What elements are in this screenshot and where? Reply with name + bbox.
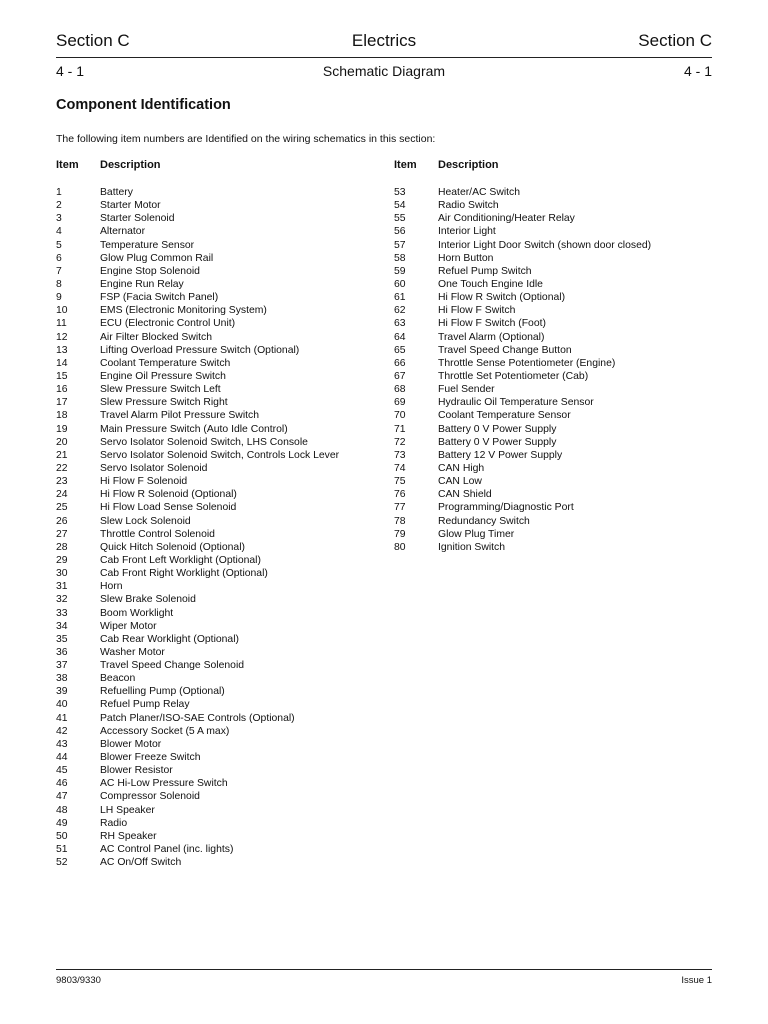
item-number: 27 [56,528,68,540]
list-item [56,252,386,265]
section-label-left: Section C [56,31,130,50]
list-item [394,317,712,330]
item-description: Engine Oil Pressure Switch [100,370,226,382]
item-description: Heater/AC Switch [438,187,520,198]
item-number: 16 [56,384,68,396]
item-number: 11 [56,318,67,330]
list-item [394,449,712,462]
list-item [56,357,386,370]
item-description: Horn [100,581,123,593]
item-number: 61 [394,292,406,304]
list-item [394,528,712,541]
item-description: Alternator [100,226,146,238]
item-number: 10 [56,305,68,317]
item-description: Hydraulic Oil Temperature Sensor [438,397,594,409]
item-number: 24 [56,489,68,501]
intro-text: The following item numbers are Identified on the wiring schematics in this section: [56,133,436,145]
list-item [394,199,712,212]
item-number: 55 [394,213,406,225]
item-description: Starter Motor [100,200,161,212]
list-item [56,593,386,606]
item-number: 20 [56,436,68,448]
item-description: Air Conditioning/Heater Relay [438,213,575,225]
header-sub-row [56,63,712,83]
item-number: 73 [394,449,406,461]
list-item [394,396,712,409]
item-description: Temperature Sensor [100,239,195,251]
item-number: 58 [394,252,406,264]
list-item [394,225,712,238]
item-description: RH Speaker [100,830,157,842]
item-number: 60 [394,278,406,290]
list-item [394,515,712,528]
item-description: Ignition Switch [438,541,505,553]
item-description: Hi Flow F Switch (Foot) [438,318,546,330]
item-description: Slew Pressure Switch Right [100,397,228,409]
item-number: 59 [394,265,406,277]
list-item [56,790,386,803]
item-description: Battery [100,187,133,198]
list-item [56,396,386,409]
list-item [56,804,386,817]
item-description: FSP (Facia Switch Panel) [100,292,219,304]
list-item [56,751,386,764]
list-item [56,449,386,462]
list-item [394,370,712,383]
item-number: 32 [56,594,68,606]
list-item [56,488,386,501]
item-description: AC On/Off Switch [100,857,182,869]
item-description: LH Speaker [100,804,155,816]
list-item [56,304,386,317]
item-description: Battery 0 V Power Supply [438,436,557,448]
footer-divider [56,969,712,970]
list-item [56,567,386,580]
item-description: Hi Flow R Switch (Optional) [438,292,566,304]
list-item [56,738,386,751]
item-number: 9 [56,292,62,304]
list-item [394,501,712,514]
item-description: Blower Resistor [100,765,173,777]
item-number: 51 [56,844,68,856]
item-number: 47 [56,791,68,803]
list-item [394,436,712,449]
item-number: 40 [56,699,68,711]
item-number: 6 [56,252,62,264]
page-number-right: 4 - 1 [683,63,712,79]
item-list [394,186,712,554]
item-description: Boom Worklight [100,607,174,619]
item-number: 17 [56,397,68,409]
item-number: 77 [394,502,406,514]
list-item [56,515,386,528]
item-description: Throttle Set Potentiometer (Cab) [438,370,589,382]
item-column-label: Item [394,159,417,171]
item-description: EMS (Electronic Monitoring System) [100,305,267,317]
item-description: Refuel Pump Relay [100,699,190,711]
list-item [394,186,712,199]
list-item [56,501,386,514]
item-description: Blower Freeze Switch [100,752,201,764]
list-item [56,475,386,488]
items-column-left [56,159,386,869]
item-description: Air Filter Blocked Switch [100,331,213,343]
item-description: Travel Alarm (Optional) [438,331,545,343]
section-heading: Component Identification [56,97,231,113]
item-description: Travel Alarm Pilot Pressure Switch [100,410,259,422]
item-description: Cab Front Left Worklight (Optional) [100,554,261,566]
header-top-row [56,31,712,55]
list-item [56,436,386,449]
list-item [56,620,386,633]
item-description: Cab Front Right Worklight (Optional) [100,568,268,580]
list-item [56,777,386,790]
column-header [394,159,712,186]
list-item [56,607,386,620]
item-number: 52 [56,857,68,869]
item-description: AC Control Panel (inc. lights) [100,844,234,856]
list-item [394,252,712,265]
item-description: Coolant Temperature Switch [100,357,231,369]
item-number: 7 [56,265,62,277]
item-description: Battery 12 V Power Supply [438,449,563,461]
item-number: 67 [394,370,406,382]
item-description: Slew Brake Solenoid [100,594,196,606]
item-number: 79 [394,528,406,540]
list-item [394,488,712,501]
item-number: 26 [56,515,68,527]
item-number: 38 [56,673,68,685]
item-description: Travel Speed Change Solenoid [100,660,245,672]
list-item [394,541,712,554]
chapter-title: Electrics [351,31,417,50]
item-number: 4 [56,226,62,238]
description-column-label: Description [438,159,499,171]
item-number: 28 [56,541,68,553]
item-description: Slew Lock Solenoid [100,515,191,527]
list-item [56,291,386,304]
list-item [56,423,386,436]
list-item [394,239,712,252]
item-number: 39 [56,686,68,698]
list-item [56,278,386,291]
column-header [56,159,386,186]
item-number: 46 [56,778,68,790]
list-item [56,212,386,225]
list-item [56,646,386,659]
item-number: 76 [394,489,406,501]
item-number: 66 [394,357,406,369]
item-number: 43 [56,738,68,750]
page-subtitle: Schematic Diagram [322,63,446,79]
item-description: Starter Solenoid [100,213,175,225]
item-number: 56 [394,226,406,238]
item-number: 35 [56,633,68,645]
header-divider [56,57,712,58]
list-item [394,278,712,291]
item-number: 75 [394,476,406,488]
item-number: 2 [56,200,62,212]
item-description: AC Hi-Low Pressure Switch [100,778,228,790]
item-description: Quick Hitch Solenoid (Optional) [100,541,245,553]
item-description: Beacon [100,673,136,685]
item-description: CAN Low [438,476,482,488]
item-description: Redundancy Switch [438,515,530,527]
list-item [394,462,712,475]
item-description: Travel Speed Change Button [438,344,572,356]
item-description: Radio [100,817,128,829]
item-description: Hi Flow F Solenoid [100,476,188,488]
item-number: 62 [394,305,406,317]
item-number: 21 [56,449,68,461]
item-description: Throttle Control Solenoid [100,528,215,540]
item-number: 78 [394,515,406,527]
item-number: 72 [394,436,406,448]
list-item [56,580,386,593]
item-description: Hi Flow Load Sense Solenoid [100,502,237,514]
item-description: Cab Rear Worklight (Optional) [100,633,239,645]
item-number: 3 [56,213,62,225]
item-description: CAN High [438,462,485,474]
item-number: 49 [56,817,68,829]
list-item [56,659,386,672]
item-number: 54 [394,200,406,212]
item-number: 19 [56,423,68,435]
list-item [56,186,386,199]
list-item [56,265,386,278]
list-item [394,357,712,370]
item-number: 44 [56,752,68,764]
list-item [56,817,386,830]
list-item [56,725,386,738]
item-number: 33 [56,607,68,619]
item-number: 48 [56,804,68,816]
item-description: Horn Button [438,252,494,264]
description-column-label: Description [100,159,161,171]
item-number: 69 [394,397,406,409]
item-description: Compressor Solenoid [100,791,200,803]
item-number: 42 [56,725,68,737]
list-item [56,843,386,856]
list-item [56,383,386,396]
item-description: Battery 0 V Power Supply [438,423,557,435]
item-number: 71 [394,423,406,435]
item-description: Wiper Motor [100,620,157,632]
item-number: 15 [56,370,68,382]
item-number: 23 [56,476,68,488]
item-number: 30 [56,568,68,580]
list-item [56,370,386,383]
list-item [56,685,386,698]
list-item [394,331,712,344]
item-number: 70 [394,410,406,422]
list-item [56,764,386,777]
list-item [56,409,386,422]
list-item [394,344,712,357]
issue-label: Issue 1 [681,975,712,986]
item-description: Programming/Diagnostic Port [438,502,574,514]
list-item [394,265,712,278]
item-description: Hi Flow R Solenoid (Optional) [100,489,237,501]
list-item [56,830,386,843]
list-item [56,331,386,344]
items-column-right [394,159,712,554]
item-number: 80 [394,541,406,553]
list-item [394,409,712,422]
item-number: 5 [56,239,62,251]
item-number: 34 [56,620,68,632]
item-number: 41 [56,712,68,724]
item-description: Lifting Overload Pressure Switch (Optional) [100,344,300,356]
item-number: 29 [56,554,68,566]
list-item [56,554,386,567]
item-number: 45 [56,765,68,777]
list-item [56,541,386,554]
item-number: 13 [56,344,68,356]
item-number: 68 [394,384,406,396]
item-column-label: Item [56,159,79,171]
item-description: Slew Pressure Switch Left [100,384,221,396]
item-description: Servo Isolator Solenoid Switch, LHS Console [100,436,308,448]
item-description: Throttle Sense Potentiometer (Engine) [438,357,616,369]
item-description: Refuelling Pump (Optional) [100,686,225,698]
item-description: Engine Stop Solenoid [100,265,200,277]
list-item [394,304,712,317]
item-description: Radio Switch [438,200,499,212]
item-description: Interior Light Door Switch (shown door closed) [438,239,652,251]
item-description: Accessory Socket (5 A max) [100,725,230,737]
item-description: One Touch Engine Idle [438,278,543,290]
item-description: Washer Motor [100,646,165,658]
item-number: 25 [56,502,68,514]
item-number: 63 [394,318,406,330]
item-list [56,186,386,869]
item-number: 1 [56,187,62,198]
list-item [56,199,386,212]
list-item [56,317,386,330]
item-number: 65 [394,344,406,356]
item-description: Blower Motor [100,738,162,750]
list-item [56,698,386,711]
item-number: 53 [394,187,406,198]
item-description: Glow Plug Timer [438,528,515,540]
item-number: 37 [56,660,68,672]
item-description: Main Pressure Switch (Auto Idle Control) [100,423,288,435]
list-item [56,712,386,725]
item-description: Servo Isolator Solenoid Switch, Controls Lock Lever [100,449,340,461]
item-description: Fuel Sender [438,384,495,396]
item-description: CAN Shield [438,489,492,501]
list-item [56,633,386,646]
list-item [394,475,712,488]
item-description: Glow Plug Common Rail [100,252,214,264]
list-item [394,291,712,304]
section-label-right: Section C [638,31,712,50]
document-number: 9803/9330 [56,975,101,986]
list-item [56,856,386,869]
list-item [394,212,712,225]
list-item [56,528,386,541]
item-description: Servo Isolator Solenoid [100,462,208,474]
item-description: ECU (Electronic Control Unit) [100,318,236,330]
item-number: 8 [56,278,62,290]
list-item [394,383,712,396]
item-number: 22 [56,462,68,474]
item-number: 57 [394,239,406,251]
item-description: Patch Planer/ISO-SAE Controls (Optional) [100,712,295,724]
list-item [56,462,386,475]
item-description: Hi Flow F Switch [438,305,516,317]
item-description: Coolant Temperature Sensor [438,410,571,422]
item-description: Interior Light [438,226,496,238]
list-item [56,672,386,685]
page-number-left: 4 - 1 [56,63,85,79]
list-item [394,423,712,436]
item-number: 50 [56,830,68,842]
item-number: 31 [56,581,68,593]
item-number: 64 [394,331,406,343]
item-description: Refuel Pump Switch [438,265,532,277]
list-item [56,239,386,252]
item-number: 18 [56,410,68,422]
item-number: 14 [56,357,68,369]
item-number: 12 [56,331,68,343]
list-item [56,225,386,238]
item-number: 36 [56,646,68,658]
item-description: Engine Run Relay [100,278,184,290]
list-item [56,344,386,357]
item-number: 74 [394,462,406,474]
